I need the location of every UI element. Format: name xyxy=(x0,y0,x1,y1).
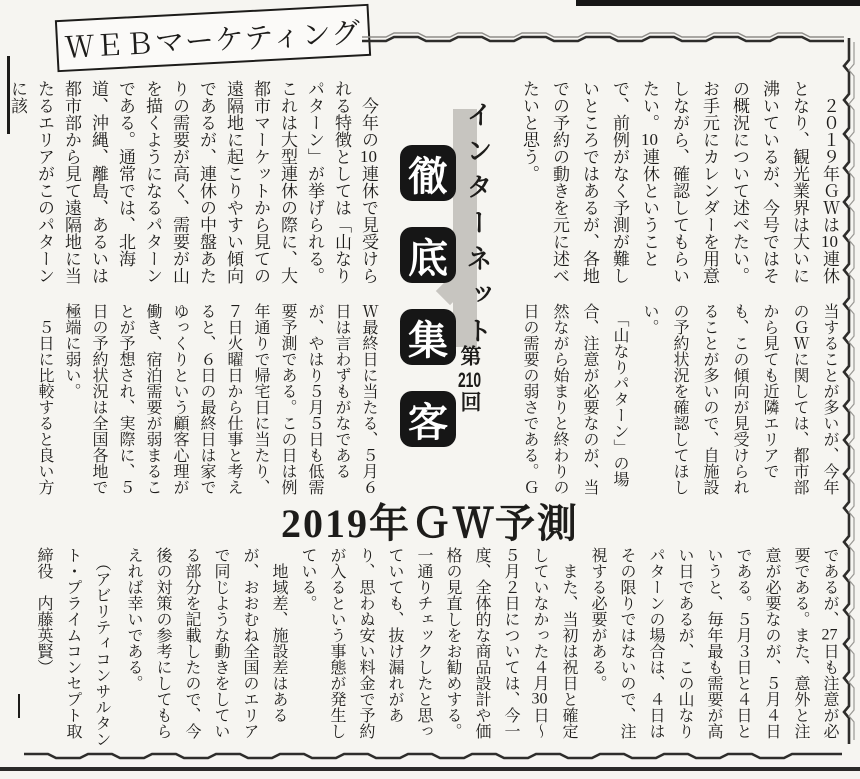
left-margin-tick-lower xyxy=(18,694,20,718)
article-text-tier2-right xyxy=(512,303,844,497)
bottom-rule xyxy=(0,767,860,771)
boxed-title xyxy=(400,145,456,447)
series-episode xyxy=(454,345,484,475)
bottom-rule-ornament xyxy=(22,748,844,764)
kicker-box xyxy=(55,4,371,72)
article-text-tier2-left xyxy=(28,303,382,497)
boxed-title-char: 客 xyxy=(400,391,456,447)
tatechuyoko-number: 10 xyxy=(821,233,838,250)
article-paragraph: 当することが多いが、今年のＧＷに関しては、都市部から見ても近隣エリアでも、この傾向が見受けられることが多いので、自施設の予約状況を確認してほしい。 xyxy=(641,303,838,495)
episode-prefix: 第 xyxy=(458,345,481,370)
tatechuyoko-number: 10 xyxy=(641,131,658,148)
article-paragraph: Ｗ最終日に当たる、５月６日は言わずもがなであるが、やはり５月５日も低需要予測である。この日は例年通りで帰宅日に当たり、７日火曜日から仕事と考えると、６日の最終日は家でゆっくりという顧客心理が働き、宿泊需要が弱まることが予想され、実際に、５日の予約状況は全国各地で極端に弱い。 xyxy=(63,303,377,495)
series-title-block xyxy=(398,95,516,485)
article-text-bottom xyxy=(116,547,844,748)
article-text-tier1-left xyxy=(8,80,382,299)
article-paragraph: ５日に比較すると良い方 xyxy=(36,303,53,495)
article-text-tier1-right xyxy=(512,80,844,299)
article-paragraph: 今年の10連休で見受けられる特徴としては「山なりパターン」が挙げられる。これは大型連休の際に、大都市マーケットから見ての遠隔地に起こりやすい傾向であるが、連休の中盤あたりの需要が高く、需要が山を描くようになるパターンである。通常では、北海道、沖縄、離島、あるいは都市部から見て遠隔地に当たるエリアがこのパターンに該 xyxy=(8,80,378,284)
episode-number: 210 xyxy=(457,370,482,391)
kicker-label: ＷＥＢマーケティング xyxy=(64,16,363,65)
article-paragraph: 「山なりパターン」の場合、注意が必要なのが、当然ながら始まりと終わりの日の需要の弱さである。Ｇ xyxy=(521,303,628,495)
article-paragraph: であるが、27日も注意が必要である。また、意外と注意が必要なのが、５月４日である。５月３日と４日というと、毎年最も需要が高い日であるが、この山なりパターンの場合は、４日はその限りではないので、注視する必要がある。 xyxy=(589,547,838,739)
tatechuyoko-number: 10 xyxy=(360,148,377,165)
boxed-title-char: 集 xyxy=(400,309,456,365)
article-paragraph: （アビリティコンサルタント・プライムコンセプト取締役 内藤英賢） xyxy=(35,547,110,747)
article-paragraph: 地域差、施設差はあるが、おおむね全国のエリアで同じような動きをしている部分を記載したので、今後の対策の参考にしてもらえれば幸いである。 xyxy=(125,547,287,739)
tatechuyoko-number: 30 xyxy=(531,691,548,707)
boxed-title-char: 徹 xyxy=(400,145,456,201)
top-rule-ornament xyxy=(360,28,846,46)
article-paragraph: また、当初は祝日と確定していなかった４月30日～５月２日については、今一度、全体的な商品設計や価格の見直しをお勧めする。一通りチェックしたと思っていても、抜け漏れがあり、思わぬ安い料金で予約が入るという事態が発生している。 xyxy=(299,547,577,739)
top-edge-bar xyxy=(576,0,860,6)
boxed-title-char: 底 xyxy=(400,227,456,283)
article-headline: 2019年ＧＷ予測 xyxy=(281,501,579,546)
author-credit xyxy=(28,547,116,748)
series-title: インターネット xyxy=(463,101,493,353)
tatechuyoko-number: 27 xyxy=(821,627,838,643)
article-paragraph: ２０１９年ＧＷは10連休となり、観光業界は大いに沸いているが、今号ではその概況について述べたい。お手元にカレンダーを用意しながら、確認してもらいたい。10連休ということで、前例がなく予測が難しいところではあるが、各地での予約の動きを元に述べたいと思う。 xyxy=(520,80,839,284)
episode-suffix: 回 xyxy=(458,391,481,416)
